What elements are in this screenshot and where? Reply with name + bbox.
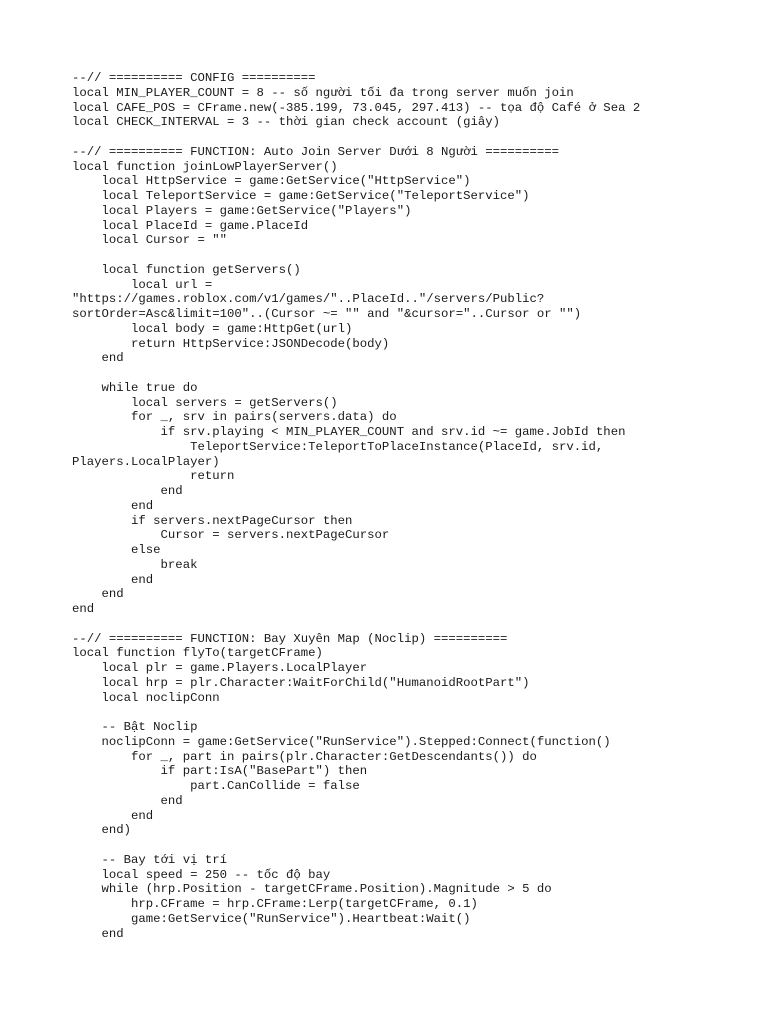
code-line: -- Bật Noclip xyxy=(72,720,198,734)
code-line: end xyxy=(72,351,124,366)
code-line: while (hrp.Position - targetCFrame.Position).Magnitude > 5 do xyxy=(72,882,552,897)
code-line: hrp.CFrame = hrp.CFrame:Lerp(targetCFrame, 0.1) xyxy=(72,897,478,911)
code-line: end xyxy=(72,484,183,498)
code-line: local PlaceId = game.PlaceId xyxy=(72,218,309,233)
code-line xyxy=(72,130,762,145)
code-line: end xyxy=(72,926,124,941)
code-line: local body = game:HttpGet(url) xyxy=(72,321,353,336)
code-line: local noclipConn xyxy=(72,690,220,705)
code-line: game:GetService("RunService").Heartbeat:Wait() xyxy=(72,911,471,926)
code-line: local HttpService = game:GetService("HttpService") xyxy=(72,174,471,189)
code-line: noclipConn = game:GetService("RunService").Stepped:Connect(function() xyxy=(72,734,611,749)
code-line: end xyxy=(72,602,95,616)
code-line: local CHECK_INTERVAL = 3 -- thời gian check account (giây) xyxy=(72,115,501,130)
code-line: end xyxy=(72,498,154,513)
code-line: return xyxy=(72,469,235,484)
code-line: "https://games.roblox.com/v1/games/"..PlaceId.."/servers/Public? xyxy=(72,292,545,307)
code-line: TeleportService:TeleportToPlaceInstance(PlaceId, srv.id, xyxy=(72,439,604,454)
code-line: for _, srv in pairs(servers.data) do xyxy=(72,410,397,425)
code-line: break xyxy=(72,557,198,572)
code-line: end xyxy=(72,572,154,587)
code-line: local TeleportService = game:GetService("TeleportService") xyxy=(72,189,530,203)
code-line: for _, part in pairs(plr.Character:GetDescendants()) do xyxy=(72,749,537,764)
code-line: local function joinLowPlayerServer() xyxy=(72,159,338,174)
code-line: local url = xyxy=(72,277,213,292)
code-line: -- Bay tới vị trí xyxy=(72,852,227,867)
code-line: if part:IsA("BasePart") then xyxy=(72,764,368,779)
code-line: local CAFE_POS = CFrame.new(-385.199, 73.045, 297.413) -- tọa độ Café ở Sea 2 xyxy=(72,100,641,115)
code-line: --// ========== CONFIG ========== xyxy=(72,71,316,85)
code-listing xyxy=(72,71,762,941)
code-line: local plr = game.Players.LocalPlayer xyxy=(72,661,368,675)
code-line: end xyxy=(72,808,154,823)
code-line: local hrp = plr.Character:WaitForChild("HumanoidRootPart") xyxy=(72,675,530,690)
code-line xyxy=(72,617,762,632)
code-line: local servers = getServers() xyxy=(72,395,338,410)
code-line: --// ========== FUNCTION: Bay Xuyên Map (Noclip) ========== xyxy=(72,631,508,646)
code-line: Players.LocalPlayer) xyxy=(72,454,220,469)
code-line xyxy=(72,705,762,720)
code-line xyxy=(72,366,762,381)
code-line: end xyxy=(72,793,183,808)
code-line: Cursor = servers.nextPageCursor xyxy=(72,528,390,543)
code-line: end xyxy=(72,587,124,602)
code-line xyxy=(72,248,762,263)
code-line: end) xyxy=(72,823,132,838)
code-line: if servers.nextPageCursor then xyxy=(72,513,353,528)
code-line: while true do xyxy=(72,380,198,395)
code-line: sortOrder=Asc&limit=100"..(Cursor ~= "" and "&cursor="..Cursor or "") xyxy=(72,307,582,321)
code-line: local Cursor = "" xyxy=(72,233,227,248)
code-line: local function flyTo(targetCFrame) xyxy=(72,646,323,661)
code-line: local speed = 250 -- tốc độ bay xyxy=(72,867,331,882)
code-line: part.CanCollide = false xyxy=(72,779,360,793)
code-line: return HttpService:JSONDecode(body) xyxy=(72,336,390,351)
code-line: else xyxy=(72,543,161,557)
code-line xyxy=(72,838,762,853)
code-line: local MIN_PLAYER_COUNT = 8 -- số người tối đa trong server muốn join xyxy=(72,85,574,100)
code-line: --// ========== FUNCTION: Auto Join Server Dưới 8 Người ========== xyxy=(72,144,560,159)
code-line: local Players = game:GetService("Players") xyxy=(72,203,412,218)
code-line: if srv.playing < MIN_PLAYER_COUNT and srv.id ~= game.JobId then xyxy=(72,425,626,439)
code-line: local function getServers() xyxy=(72,262,301,277)
